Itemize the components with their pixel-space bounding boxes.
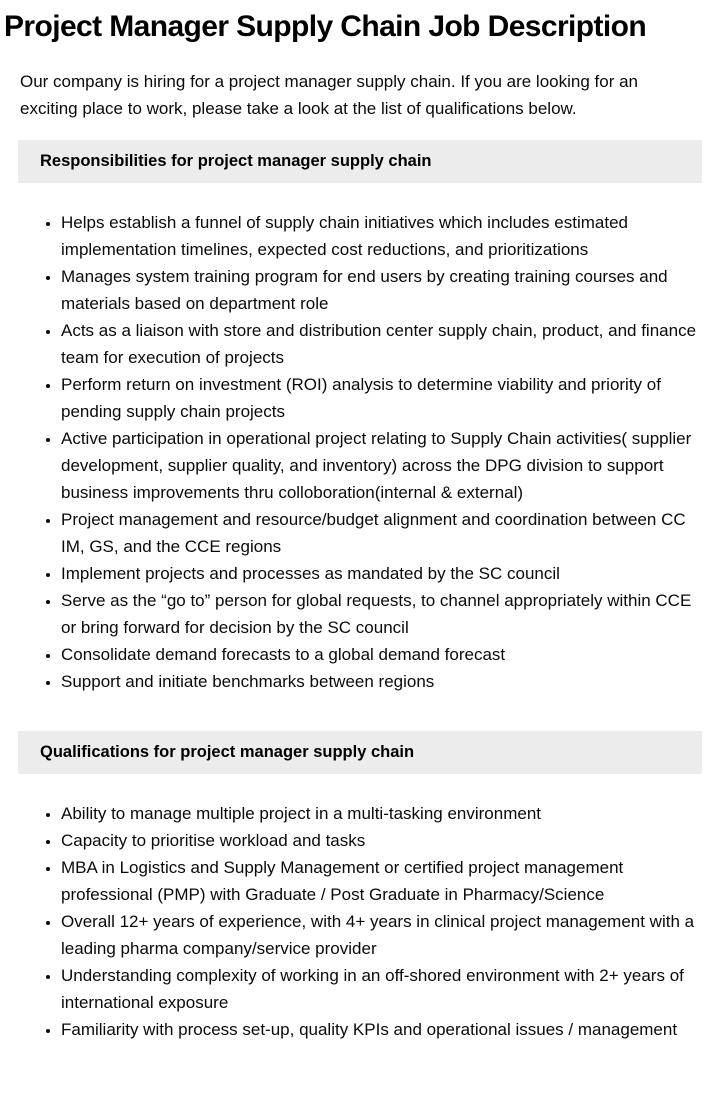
list-item: • Acts as a liaison with store and distribution center supply chain, product, and finance team for execution of projects — [61, 317, 698, 371]
responsibilities-section — [0, 140, 720, 695]
list-item: • Familiarity with process set-up, quality KPIs and operational issues / management — [61, 1016, 698, 1043]
responsibilities-list — [0, 209, 698, 695]
qualifications-header — [18, 731, 702, 774]
list-item: • Support and initiate benchmarks between regions — [61, 668, 698, 695]
responsibilities-header — [18, 140, 702, 183]
list-item: • Overall 12+ years of experience, with 4+ years in clinical project management with a leading pharma company/service provider — [61, 908, 698, 962]
list-item: • Manages system training program for end users by creating training courses and materials based on department role — [61, 263, 698, 317]
responsibilities-heading: Responsibilities for project manager supply chain — [40, 151, 432, 170]
list-item: • Serve as the “go to” person for global requests, to channel appropriately within CCE or bring forward for decision by the SC council — [61, 587, 698, 641]
list-item: • Perform return on investment (ROI) analysis to determine viability and priority of pending supply chain projects — [61, 371, 698, 425]
page-title: Project Manager Supply Chain Job Description — [4, 10, 647, 43]
intro-paragraph: Our company is hiring for a project manager supply chain. If you are looking for an exciting place to work, please take a look at the list of qualifications below. — [20, 71, 638, 118]
list-item: • Helps establish a funnel of supply chain initiatives which includes estimated implementation timelines, expected cost reductions, and prioritizations — [61, 209, 698, 263]
list-item: • Ability to manage multiple project in a multi-tasking environment — [61, 800, 698, 827]
list-item: • Implement projects and processes as mandated by the SC council — [61, 560, 698, 587]
list-item: • Consolidate demand forecasts to a global demand forecast — [61, 641, 698, 668]
qualifications-section — [0, 731, 720, 1043]
list-item: • Active participation in operational project relating to Supply Chain activities( supplier development, supplier quality, and inventory) across the DPG division to support business improvements thru colloboration(internal & external) — [61, 425, 698, 506]
list-item: • MBA in Logistics and Supply Management or certified project management professional (PMP) with Graduate / Post Graduate in Pharmacy/Science — [61, 854, 698, 908]
list-item: • Project management and resource/budget alignment and coordination between CC IM, GS, and the CCE regions — [61, 506, 698, 560]
qualifications-list — [0, 800, 698, 1043]
list-item: • Capacity to prioritise workload and tasks — [61, 827, 698, 854]
qualifications-heading: Qualifications for project manager supply chain — [40, 742, 415, 761]
list-item: • Understanding complexity of working in an off-shored environment with 2+ years of international exposure — [61, 962, 698, 1016]
